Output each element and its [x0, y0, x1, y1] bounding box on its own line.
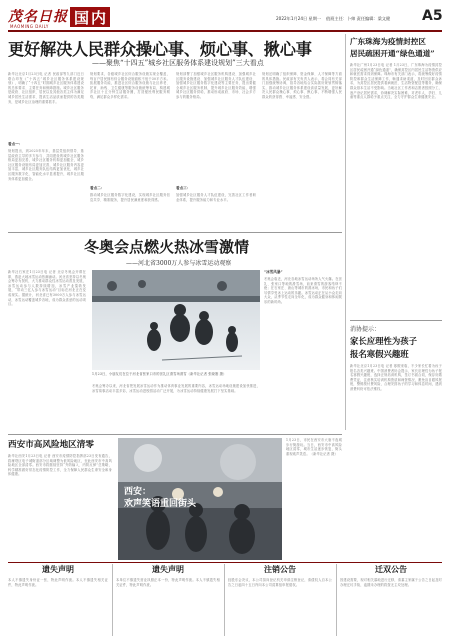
xian-left-title: 西安市高风险地区清零: [8, 440, 94, 450]
lead-col-2: 规划要求，各级城乡社区综合服务设施实现全覆盖，每百户居民拥有综合服务设施面积不低于30平方米。拓展服务功能，推进社区综合服务设施与社区养老、托育、助残、卫生健康等服务设施统筹布局，构建城乡社区十五分钟生活服务圈，打造便民利民服务网络，满足群众多样化需求。 看点二： 推动城乡社区服务数字化建设，实现城乡社区服务信息共享、精准服务，提升居民满意度和获得感。: [90, 72, 170, 202]
right-top-title-2: 居民疏困开通“绿色通道”: [350, 49, 435, 58]
lead-title: 更好解决人民群众操心事、烦心事、揪心事: [8, 40, 312, 59]
date-line: 2022年1月24日 星期一: [276, 16, 322, 21]
olympic-rule: [8, 232, 342, 233]
xian-photo-story: [118, 438, 342, 560]
olympic-photo: [92, 270, 260, 370]
right-mid-kicker: 消协提示：: [350, 326, 381, 333]
masthead-logo-en: MAOMING DAILY: [10, 24, 49, 29]
right-mid-title-1: 家长应理性为孩子: [350, 336, 417, 346]
notices-area: [8, 564, 442, 636]
masthead-logo: 茂名日报: [8, 9, 68, 25]
column-divider: [345, 34, 346, 430]
notices-rule: [8, 562, 442, 563]
section-title: 国内: [74, 9, 109, 27]
lead-story: [8, 34, 342, 230]
lead-col-3: 规划部署了加强城乡社区服务机构建设、加强城乡社区服务设施建设、加强城乡社区服务人才队伍建设、加强城乡社区服务数字化建设等主要任务，提出要健全城乡社区服务机制，提升城乡社区服务效能，增强城乡社区服务供给，推动形成政府、市场、社会多方参与的服务格局。 看点三： 加强城乡社区服务人才队伍建设，完善社区工作者职业体系，提升服务能力和专业水平。: [176, 72, 256, 202]
notice-3-title: 注销公告: [264, 564, 296, 574]
right-mid-rule: [350, 320, 442, 321]
olympic-photo-caption: 1月23日，小朋友们在位于河北省张家口市的崇礼区滑雪场滑雪（新华社记者 张晓刚 摄）: [92, 372, 227, 376]
notice-1-title: 遗失声明: [42, 564, 74, 574]
olympic-subhead: “冰雪风暴”: [264, 270, 283, 274]
xian-photo-title: 西安：: [124, 487, 152, 497]
xian-left-story: 西安市高风险地区清零 新华社西安1月23日电 记者 西安市疫情防控指挥部23日发布通告，将雁塔区电子城街道部分区域调整为低风险地区，至此西安市中高风险地区全部清零。西安市将继续坚持“外防输入、内防反弹”总策略，科学精准做好常态化疫情防控工作，全力保障人民群众生命安全和身体健康。: [8, 440, 112, 477]
olympic-col-1: 新华社石家庄1月23日电 记者 北京冬奥会开幕在即，燕赵大地冰雪运动热潮涌动。河北省坚持以冬奥会筹办为契机，大力推动群众性冰雪运动普及发展，冰雪运动参与人数持续增加，冰雪产业蓬勃发展，“带动三亿人参与冰雪运动”目标在河北正在变成现实。据统计，河北省已有3000万人参与冰雪运动，冰雪运动覆盖城乡各地，成为群众喜爱的运动项目。: [8, 270, 86, 307]
olympic-col-2: “冰雪风暴” 冬奥会临近，河北各地冰雪运动场所人气火爆。在崇礼、张家口等地的滑雪场，前来滑雪的游客络绎不绝；在石家庄、唐山等城市的滑冰场，市民和孩子们尽情享受冰上运动的乐趣。冰雪运动正在从小众走向大众，从季节性走向全年化，成为群众健身和休闲娱乐的新时尚。: [264, 270, 342, 304]
right-top-title-1: 广东珠海为疫情封控区: [350, 37, 426, 46]
xian-photo-caption: 1月23日，市民在西安市大唐不夜城步行街游玩。当日，西安市中高风险地区清零，城市生活逐步恢复，街头重现欢声笑语。（新华社记者 摄）: [286, 438, 342, 456]
right-top-story: 广东珠海为疫情封控区 居民疏困开通“绿色通道” 新华社广州1月23日电 记者 1月23日，广东珠海为疫情封控区居民疏困开通“绿色通道”，确保封控区内居民生活物资供应和就医需求得到保障。珠海市有关部门表示，将统筹做好疫情防控和群众生活保障工作，畅通求助渠道，及时回应群众诉求，为封控区居民提供看病就医、生活物资配送等服务，确保群众基本生活不受影响。当地社区工作者和志愿者按照分工，逐户登记居民需求，协调解决实际困难，对老年人、孕妇、儿童等重点人群给予重点关注，全力守护群众生命健康安全。: [350, 37, 442, 100]
notice-2: 遗失声明 本单位不慎遗失营业执照正本一份，特此声明作废。本人不慎遗失相关证件，特此声明作废。: [116, 564, 220, 587]
lead-subtitle: ——聚焦“十四五”城乡社区服务体系建设规划”三大看点: [92, 59, 264, 67]
lead-col-4: 规划还明确了组织保障、资金保障、人才保障等方面的具体措施。民政部有关负责人表示，将会同有关部门加强统筹协调，指导各地结合实际抓好规划贯彻落实，推动城乡社区服务体系建设高质量发展，更好解决人民群众操心事、烦心事、揪心事，不断增强人民群众的获得感、幸福感、安全感。: [262, 72, 342, 99]
right-mid-story: 消协提示： 家长应理性为孩子 报名寒假兴趣班 新华社北京1月23日电 记者 寒假来临，不少家长忙着为孩子报名各类兴趣班。中国消费者协会提示，家长应理性为孩子报名寒假兴趣班，选择正规培训机构，签订书面合同，保存好缴费凭证，注意核实培训机构资质和师资情况，避免盲目跟风报班，警惕预付费风险，合理安排孩子的学习和休息时间，遇到消费纠纷可依法维权。: [350, 326, 442, 391]
lead-subhead-1: 看点一：: [8, 142, 23, 146]
lead-subhead-2: 看点二：: [90, 186, 105, 190]
lead-subhead-3: 看点三：: [176, 186, 191, 190]
xian-rule: [8, 434, 342, 435]
masthead-rule: [8, 30, 442, 32]
editor-line: 值班主任：卜帅 责任编辑：梁文健: [326, 16, 391, 21]
notice-4-title: 迁双公告: [375, 564, 407, 574]
lead-col-1: 新华社北京1月23日电 记者 民政部等九部门近日联合印发《“十四五”城乡社区服务体系建设规划》，明确了“十四五”时期城乡社区服务体系建设的总体要求、主要任务和保障措施。城乡社区服务是政府、社区组织、居民以及其他各类主体为满足城乡居民生活需求、提高生活品质而提供的各类服务，是城乡社区治理的重要抓手。 看点一： 规划提出，到2025年年末，基层党组织领导、基层政府主导的多方参与、共同建设的城乡社区服务格局更加完善，城乡社区服务机构更加健全，城乡社区服务设施布局更加完善，城乡社区服务内容更加丰富，城乡社区服务队伍结构更加优化，城乡社区服务数字化、智能化水平显著提升，城乡社区服务体系更加健全。: [8, 72, 84, 181]
right-mid-title-2: 报名寒假兴趣班: [350, 349, 409, 359]
skating-rink-image: [92, 270, 260, 370]
page-number: A5: [422, 8, 443, 24]
xian-photo-subtitle: 欢声笑语重回街头: [124, 499, 197, 509]
olympic-subtitle: ——河北省3000万人参与冰雪运动观察: [126, 260, 232, 267]
olympic-title: 冬奥会点燃火热冰雪激情: [84, 238, 250, 256]
olympic-story: [8, 236, 342, 432]
notice-4: 迁双公告 因建设需要，现对相关墓地进行迁移，请墓主家属于公告之日起及时办理迁坟手续，逾期未办理的将按无主坟处理。: [340, 564, 442, 587]
masthead: [8, 6, 442, 32]
olympic-bottom-text: 冬奥会筹办以来，河北省把发展冰雪运动作为推动体育事业发展的重要内容，冰雪运动场地设施建设加快推进，冰雪赛事活动丰富多彩，冰雪运动进校园活动广泛开展，为冰雪运动持续健康发展打下坚实基础。: [92, 384, 260, 393]
notice-3: 注销公告 经股东会决议，本公司拟向登记机关申请注销登记，请债权人自本公告之日起四十五日内向本公司清算组申报债权。: [228, 564, 332, 587]
notice-2-title: 遗失声明: [152, 564, 184, 574]
notice-1: 遗失声明 本人不慎遗失身份证一张，特此声明作废。本人不慎遗失相关证件，特此声明作废。: [8, 564, 108, 587]
